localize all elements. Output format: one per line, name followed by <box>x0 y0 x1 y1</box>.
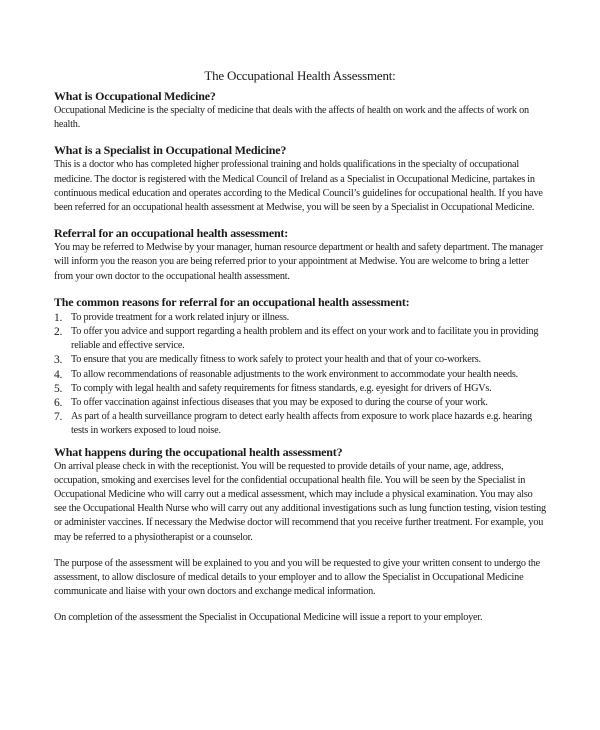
list-item <box>54 410 546 438</box>
list-item-number: 1. <box>54 311 63 324</box>
list-item-number: 2. <box>54 326 63 339</box>
document-title: The Occupational Health Assessment: <box>204 68 396 83</box>
list-item-number: 4. <box>54 368 63 381</box>
list-item-number: 7. <box>54 411 63 424</box>
paragraph-completion: On completion of the assessment the Specialist in Occupational Medicine will issue a report to your employer. <box>54 612 483 624</box>
heading-specialist: What is a Specialist in Occupational Medicine? <box>54 143 287 158</box>
list-item-number: 5. <box>54 382 63 395</box>
list-item-text: As part of a health surveillance program to detect early health affects from exposure to work place hazards e.g. hearing tests in workers exposed to loud noise. <box>71 411 532 437</box>
paragraph-purpose: The purpose of the assessment will be explained to you and you will be requested to give your written consent to undergo the assessment, to allow disclosure of medical details to your employer and to allow the Specialist in Occupational Medicine communicate and liaise with your own doctors and exchange medical information. <box>54 557 540 598</box>
list-item-text: To allow recommendations of reasonable adjustments to the work environment to accommodate your health needs. <box>71 368 519 380</box>
paragraph-occupational-medicine: Occupational Medicine is the specialty of medicine that deals with the affects of health on work and the affects of work on health. <box>54 105 529 131</box>
list-item-text: To offer you advice and support regarding a health problem and its effect on your work and to facilitate you in providing reliable and effective service. <box>71 326 539 352</box>
paragraph-arrival: On arrival please check in with the receptionist. You will be requested to provide details of your name, age, address, occupation, smoking and exercises level for the confidential occupational health file. You will be seen by the Specialist in Occupational Medicine who will carry out a medical assessment, which may include a physical examination. You may also see the Occupational Health Nurse who will carry out any additional investigations such as lung function testing, vision testing or administer vaccines. If necessary the Medwise doctor will recommend that you receive further treatment. For example, you may be referred to a physiotherapist or a counselor. <box>54 460 546 543</box>
heading-common-reasons: The common reasons for referral for an occupational health assessment: <box>54 294 410 309</box>
list-item <box>54 382 546 396</box>
heading-occupational-medicine: What is Occupational Medicine? <box>54 89 216 103</box>
list-item <box>54 368 546 382</box>
paragraph-specialist: This is a doctor who has completed higher professional training and holds qualifications in the specialty of occupational medicine. The doctor is registered with the Medical Council of Ireland as a Specialist in Occupational Medicine, partakes in continuous medical education and operates according to the Medical Council’s guidelines for occupational health. If you have been referred for an occupational health assessment at Medwise, you will be seen by a Specialist in Occupational Medicine. <box>54 159 543 214</box>
list-item-text: To ensure that you are medically fitness to work safely to protect your health and that of your co-workers. <box>71 354 481 366</box>
list-item-number: 6. <box>54 397 63 410</box>
heading-referral: Referral for an occupational health assessment: <box>54 226 289 241</box>
list-item <box>54 353 546 367</box>
list-item-text: To comply with legal health and safety requirements for fitness standards, e.g. eyesight for drivers of HGVs. <box>71 382 492 394</box>
list-item-number: 3. <box>54 354 63 367</box>
reasons-list <box>54 311 546 439</box>
list-item <box>54 311 546 325</box>
list-item <box>54 396 546 410</box>
list-item-text: To offer vaccination against infectious diseases that you may be exposed to during the course of your work. <box>71 397 488 409</box>
list-item-text: To provide treatment for a work related injury or illness. <box>71 311 289 323</box>
paragraph-referral: You may be referred to Medwise by your manager, human resource department or health and safety department. The manager will inform you the reason you are being referred prior to your appointment at Medwise. You are welcome to bring a letter from your own doctor to the occupational health assessment. <box>54 242 544 282</box>
list-item <box>54 325 546 353</box>
heading-what-happens: What happens during the occupational health assessment? <box>54 444 343 459</box>
